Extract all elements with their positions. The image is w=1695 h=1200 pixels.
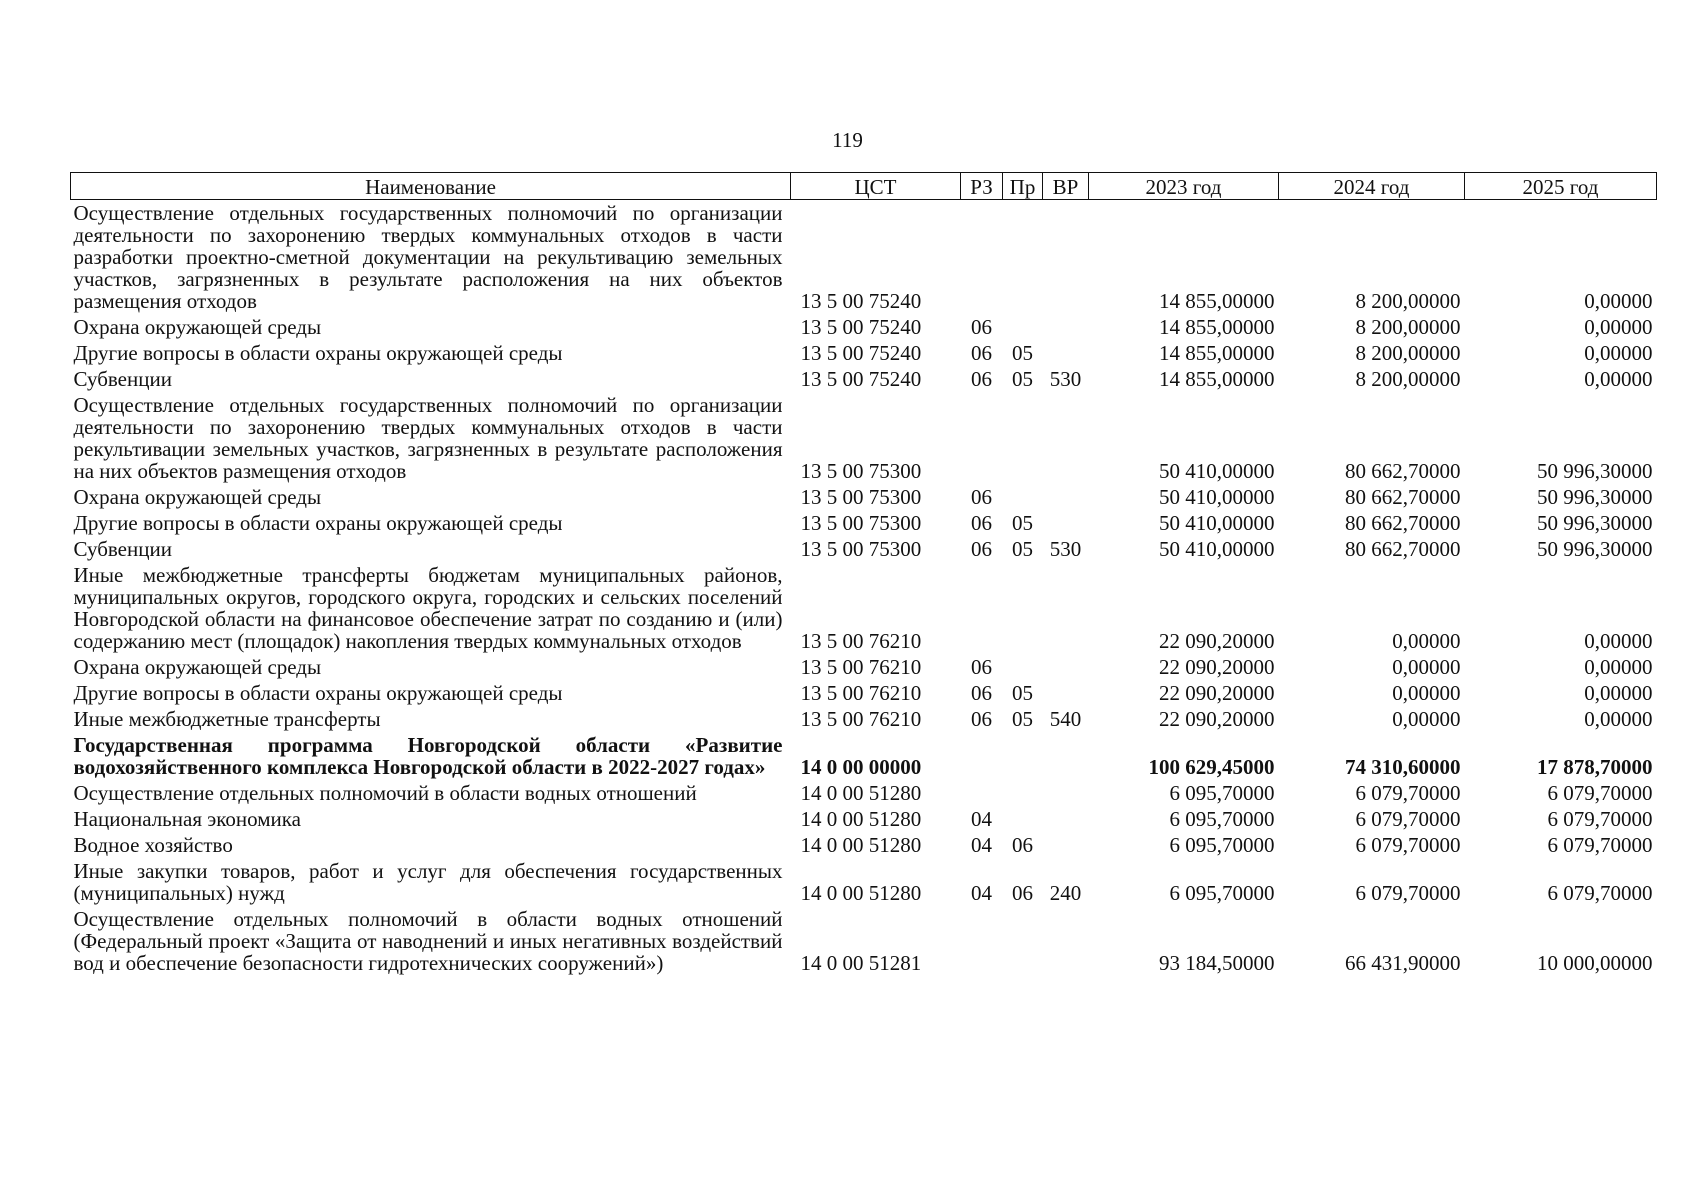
cell-2023: 14 855,00000 [1159, 341, 1275, 365]
cell-cst: 14 0 00 51280 [800, 781, 922, 805]
cell-rz [961, 732, 1003, 780]
table-row [71, 366, 1657, 392]
cell-vr [1043, 654, 1089, 680]
cell-2023: 50 410,00000 [1159, 459, 1275, 483]
cell-pr: 05 [1012, 341, 1033, 365]
cell-rz: 06 [971, 367, 992, 391]
table-row [71, 654, 1657, 680]
header-rz: РЗ [961, 173, 1003, 200]
table-body [71, 200, 1657, 977]
cell-2025: 50 996,30000 [1537, 459, 1653, 483]
table-row [71, 562, 1657, 654]
cell-name: Охрана окружающей среды [73, 655, 322, 679]
cell-rz [961, 780, 1003, 806]
table-row [71, 732, 1657, 780]
cell-cst: 14 0 00 51281 [800, 951, 922, 975]
cell-cst: 13 5 00 75300 [800, 511, 922, 535]
cell-rz: 06 [971, 681, 992, 705]
cell-2024: 0,00000 [1392, 681, 1461, 705]
cell-pr: 06 [1012, 881, 1033, 905]
cell-2025: 0,00000 [1584, 315, 1653, 339]
cell-2024: 6 079,70000 [1355, 881, 1461, 905]
cell-2025: 0,00000 [1584, 341, 1653, 365]
cell-vr [1043, 200, 1089, 315]
cell-cst: 13 5 00 76210 [800, 629, 922, 653]
cell-2025: 0,00000 [1584, 289, 1653, 313]
table-row [71, 340, 1657, 366]
cell-2025: 6 079,70000 [1547, 807, 1653, 831]
cell-cst: 14 0 00 51280 [800, 833, 922, 857]
cell-rz [961, 906, 1003, 976]
cell-2023: 6 095,70000 [1169, 833, 1275, 857]
cell-vr [1043, 510, 1089, 536]
cell-2025: 10 000,00000 [1537, 951, 1653, 975]
table-row [71, 806, 1657, 832]
cell-rz: 04 [971, 807, 992, 831]
cell-pr: 05 [1012, 681, 1033, 705]
table-row [71, 680, 1657, 706]
table-row [71, 906, 1657, 976]
cell-2025: 0,00000 [1584, 629, 1653, 653]
cell-2023: 50 410,00000 [1159, 537, 1275, 561]
table-row [71, 536, 1657, 562]
cell-cst: 13 5 00 75300 [800, 459, 922, 483]
cell-2023: 6 095,70000 [1169, 807, 1275, 831]
table-row [71, 510, 1657, 536]
cell-2023: 6 095,70000 [1169, 881, 1275, 905]
cell-rz: 04 [971, 881, 992, 905]
cell-2025: 17 878,70000 [1537, 755, 1653, 779]
page-number: 119 [832, 128, 863, 152]
cell-name: Иные межбюджетные трансферты бюджетам муниципальных районов, муниципальных округов, городского округа, городских и сельских поселений Новгородской области на финансовое обеспечение затрат по созданию и (или) содержанию мест (площадок) накопления твердых коммунальных отходов [73, 563, 783, 653]
table-row [71, 314, 1657, 340]
cell-pr: 05 [1012, 367, 1033, 391]
cell-2025: 50 996,30000 [1537, 537, 1653, 561]
cell-name: Охрана окружающей среды [73, 485, 322, 509]
cell-pr [1003, 484, 1043, 510]
cell-rz: 06 [971, 341, 992, 365]
cell-2024: 0,00000 [1392, 707, 1461, 731]
cell-cst: 13 5 00 75240 [800, 315, 922, 339]
cell-vr [1043, 314, 1089, 340]
cell-pr [1003, 654, 1043, 680]
cell-cst: 13 5 00 75240 [800, 289, 922, 313]
cell-pr [1003, 806, 1043, 832]
cell-rz: 06 [971, 655, 992, 679]
cell-2023: 22 090,20000 [1159, 629, 1275, 653]
cell-2024: 6 079,70000 [1355, 781, 1461, 805]
table-row [71, 858, 1657, 906]
cell-2024: 66 431,90000 [1345, 951, 1461, 975]
cell-2024: 6 079,70000 [1355, 807, 1461, 831]
cell-name: Осуществление отдельных государственных полномочий по организации деятельности по захоронению твердых коммунальных отходов в части разработки проектно-сметной документации на рекультивацию земельных участков, загрязненных в результате расположения на них объектов размещения отходов [73, 201, 783, 313]
cell-cst: 13 5 00 75300 [800, 537, 922, 561]
header-2024: 2024 год [1279, 173, 1465, 200]
cell-cst: 13 5 00 76210 [800, 655, 922, 679]
budget-table [70, 172, 1657, 976]
header-name: Наименование [71, 173, 791, 200]
cell-cst: 13 5 00 75240 [800, 367, 922, 391]
cell-2025: 0,00000 [1584, 655, 1653, 679]
cell-2024: 0,00000 [1392, 629, 1461, 653]
cell-name: Осуществление отдельных государственных полномочий по организации деятельности по захоронению твердых коммунальных отходов в части рекультивации земельных участков, загрязненных в результате расположения на них объектов размещения отходов [73, 393, 783, 483]
cell-cst: 14 0 00 51280 [800, 807, 922, 831]
cell-2025: 50 996,30000 [1537, 485, 1653, 509]
cell-2025: 6 079,70000 [1547, 881, 1653, 905]
cell-2023: 14 855,00000 [1159, 367, 1275, 391]
cell-rz [961, 392, 1003, 484]
cell-vr [1043, 340, 1089, 366]
cell-2025: 0,00000 [1584, 367, 1653, 391]
cell-vr [1043, 680, 1089, 706]
cell-pr [1003, 906, 1043, 976]
cell-vr: 530 [1049, 537, 1082, 561]
cell-rz: 06 [971, 707, 992, 731]
cell-2023: 22 090,20000 [1159, 655, 1275, 679]
cell-cst: 13 5 00 76210 [800, 707, 922, 731]
cell-name: Субвенции [73, 537, 172, 561]
cell-vr [1043, 832, 1089, 858]
cell-vr [1043, 806, 1089, 832]
cell-name: Водное хозяйство [73, 833, 233, 857]
cell-2023: 50 410,00000 [1159, 485, 1275, 509]
table-header-row [71, 173, 1657, 200]
cell-2024: 8 200,00000 [1355, 367, 1461, 391]
cell-2023: 50 410,00000 [1159, 511, 1275, 535]
cell-2024: 80 662,70000 [1345, 511, 1461, 535]
header-vr: ВР [1043, 173, 1089, 200]
header-pr: Пр [1003, 173, 1043, 200]
cell-rz: 06 [971, 537, 992, 561]
cell-rz [961, 200, 1003, 315]
cell-name: Осуществление отдельных полномочий в области водных отношений (Федеральный проект «Защита от наводнений и иных негативных воздействий вод и обеспечение безопасности гидротехнических сооружений») [73, 907, 783, 975]
cell-2024: 6 079,70000 [1355, 833, 1461, 857]
cell-pr: 05 [1012, 707, 1033, 731]
cell-2025: 0,00000 [1584, 681, 1653, 705]
cell-pr [1003, 314, 1043, 340]
cell-2023: 93 184,50000 [1159, 951, 1275, 975]
table-row [71, 484, 1657, 510]
header-2023: 2023 год [1089, 173, 1279, 200]
cell-pr [1003, 200, 1043, 315]
cell-vr [1043, 732, 1089, 780]
cell-2024: 80 662,70000 [1345, 537, 1461, 561]
cell-rz: 06 [971, 315, 992, 339]
cell-vr [1043, 780, 1089, 806]
cell-2025: 50 996,30000 [1537, 511, 1653, 535]
cell-2023: 14 855,00000 [1159, 315, 1275, 339]
cell-pr: 06 [1012, 833, 1033, 857]
cell-pr [1003, 732, 1043, 780]
cell-vr: 240 [1049, 881, 1082, 905]
cell-pr [1003, 780, 1043, 806]
cell-name: Иные закупки товаров, работ и услуг для обеспечения государственных (муниципальных) нужд [73, 859, 783, 905]
table-row [71, 392, 1657, 484]
cell-rz: 06 [971, 485, 992, 509]
cell-cst: 14 0 00 00000 [800, 755, 922, 779]
cell-pr [1003, 562, 1043, 654]
cell-name: Другие вопросы в области охраны окружающей среды [73, 681, 563, 705]
cell-2024: 0,00000 [1392, 655, 1461, 679]
cell-cst: 13 5 00 76210 [800, 681, 922, 705]
cell-2024: 80 662,70000 [1345, 459, 1461, 483]
cell-cst: 13 5 00 75240 [800, 341, 922, 365]
table-row [71, 200, 1657, 315]
cell-name: Осуществление отдельных полномочий в области водных отношений [73, 781, 697, 805]
cell-name: Национальная экономика [73, 807, 301, 831]
cell-vr [1043, 484, 1089, 510]
cell-2025: 6 079,70000 [1547, 781, 1653, 805]
cell-2023: 22 090,20000 [1159, 707, 1275, 731]
cell-pr: 05 [1012, 537, 1033, 561]
cell-vr [1043, 562, 1089, 654]
cell-cst: 14 0 00 51280 [800, 881, 922, 905]
cell-vr [1043, 392, 1089, 484]
cell-2023: 22 090,20000 [1159, 681, 1275, 705]
cell-name: Другие вопросы в области охраны окружающей среды [73, 341, 563, 365]
cell-2024: 8 200,00000 [1355, 289, 1461, 313]
cell-2024: 8 200,00000 [1355, 341, 1461, 365]
cell-rz: 06 [971, 511, 992, 535]
cell-name: Иные межбюджетные трансферты [73, 707, 381, 731]
cell-pr [1003, 392, 1043, 484]
cell-vr [1043, 906, 1089, 976]
cell-2024: 8 200,00000 [1355, 315, 1461, 339]
table-row [71, 780, 1657, 806]
cell-name: Субвенции [73, 367, 172, 391]
cell-name: Государственная программа Новгородской области «Развитие водохозяйственного комплекса Новгородской области в 2022-2027 годах» [73, 733, 783, 779]
cell-2023: 6 095,70000 [1169, 781, 1275, 805]
cell-name: Другие вопросы в области охраны окружающей среды [73, 511, 563, 535]
cell-cst: 13 5 00 75300 [800, 485, 922, 509]
cell-2025: 0,00000 [1584, 707, 1653, 731]
cell-2024: 80 662,70000 [1345, 485, 1461, 509]
cell-2025: 6 079,70000 [1547, 833, 1653, 857]
cell-vr: 540 [1049, 707, 1082, 731]
cell-pr: 05 [1012, 511, 1033, 535]
cell-rz: 04 [971, 833, 992, 857]
cell-2024: 74 310,60000 [1345, 755, 1461, 779]
header-2025: 2025 год [1465, 173, 1657, 200]
cell-2023: 14 855,00000 [1159, 289, 1275, 313]
cell-2023: 100 629,45000 [1148, 755, 1275, 779]
table-row [71, 706, 1657, 732]
cell-rz [961, 562, 1003, 654]
cell-name: Охрана окружающей среды [73, 315, 322, 339]
header-cst: ЦСТ [791, 173, 961, 200]
cell-vr: 530 [1049, 367, 1082, 391]
table-row [71, 832, 1657, 858]
